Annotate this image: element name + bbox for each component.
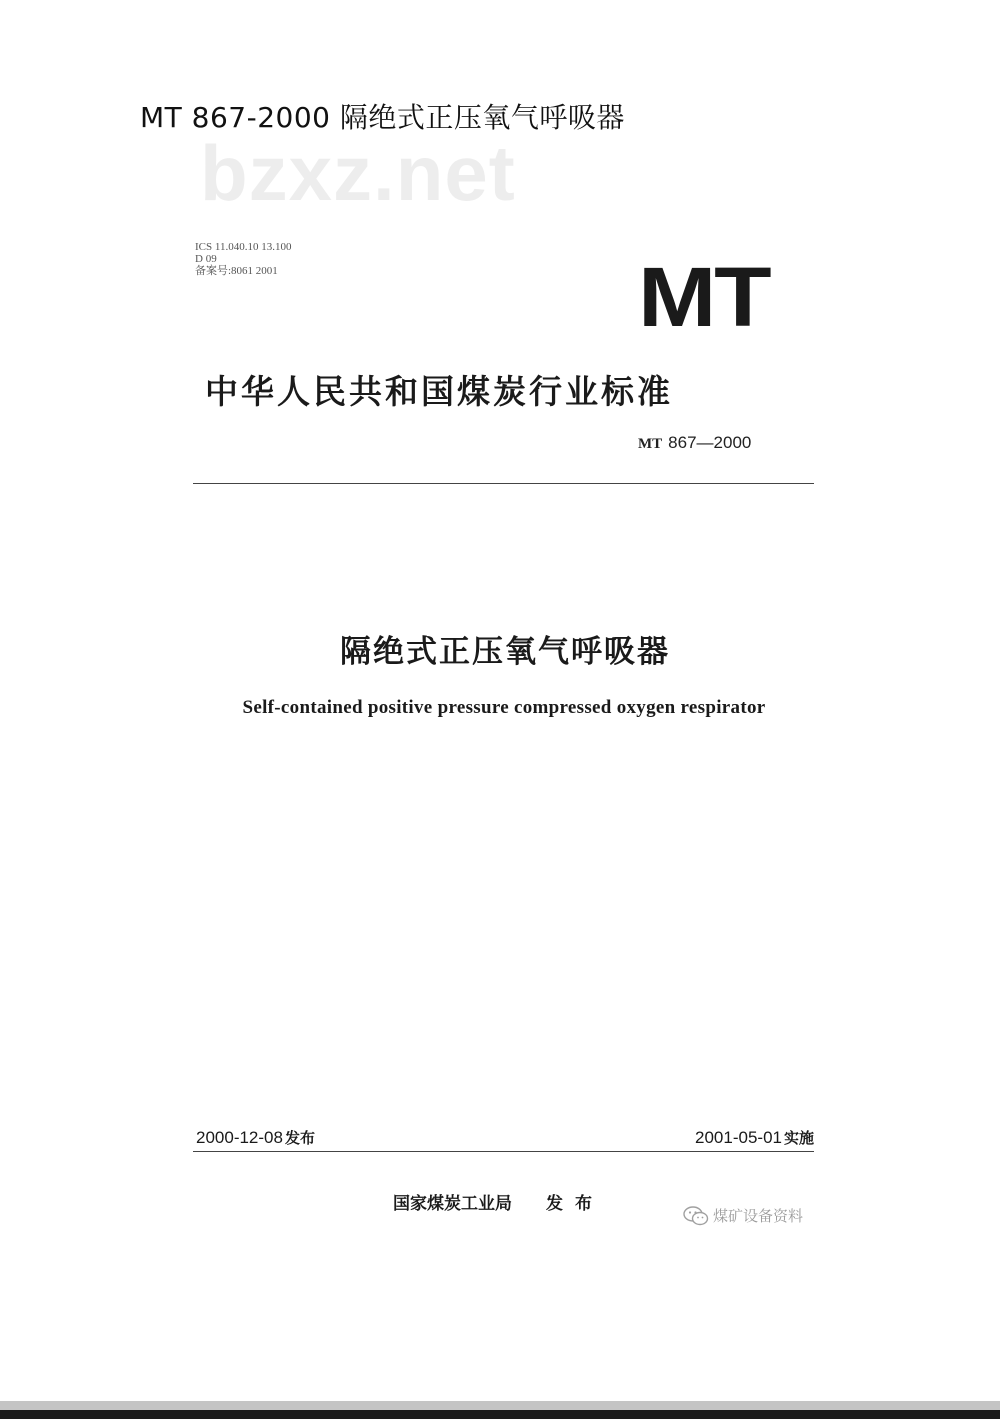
standard-title-cn: 隔绝式正压氧气呼吸器	[340, 634, 670, 670]
standard-title-en: Self-contained positive pressure compressed oxygen respirator	[242, 697, 766, 718]
agency-title: 中华人民共和国煤炭行业标准	[205, 372, 673, 411]
standard-prefix: MT	[638, 436, 663, 452]
effective-label: 实施	[783, 1129, 814, 1147]
issued-label: 发布	[284, 1129, 315, 1147]
source-credit	[683, 1205, 803, 1226]
issued-date-block	[196, 1127, 315, 1148]
publisher-verb: 发布	[546, 1194, 604, 1214]
standard-number	[638, 433, 751, 453]
document-title: MT 867-2000 隔绝式正压氧气呼吸器	[140, 101, 625, 134]
effective-date: 2001-05-01	[695, 1128, 782, 1147]
scan-edge-dark	[0, 1410, 1000, 1419]
scan-edge-light	[0, 1401, 1000, 1410]
classification-meta	[195, 241, 291, 277]
top-divider	[193, 483, 814, 484]
publisher-line	[393, 1189, 604, 1214]
publisher-name: 国家煤炭工业局	[393, 1194, 512, 1214]
issued-date: 2000-12-08	[196, 1128, 283, 1147]
bottom-divider	[193, 1151, 814, 1152]
meta-ics: ICS 11.040.10 13.100	[195, 241, 292, 253]
wechat-icon	[683, 1206, 709, 1226]
watermark: bzxz.net	[200, 129, 516, 217]
credit-text: 煤矿设备资料	[713, 1207, 804, 1225]
effective-date-block	[695, 1127, 814, 1148]
standard-code: 867—2000	[668, 433, 752, 452]
meta-record-number: 备案号:8061 2001	[195, 265, 278, 277]
meta-ccs: D 09	[195, 253, 217, 265]
mt-logo: MT	[638, 250, 770, 344]
